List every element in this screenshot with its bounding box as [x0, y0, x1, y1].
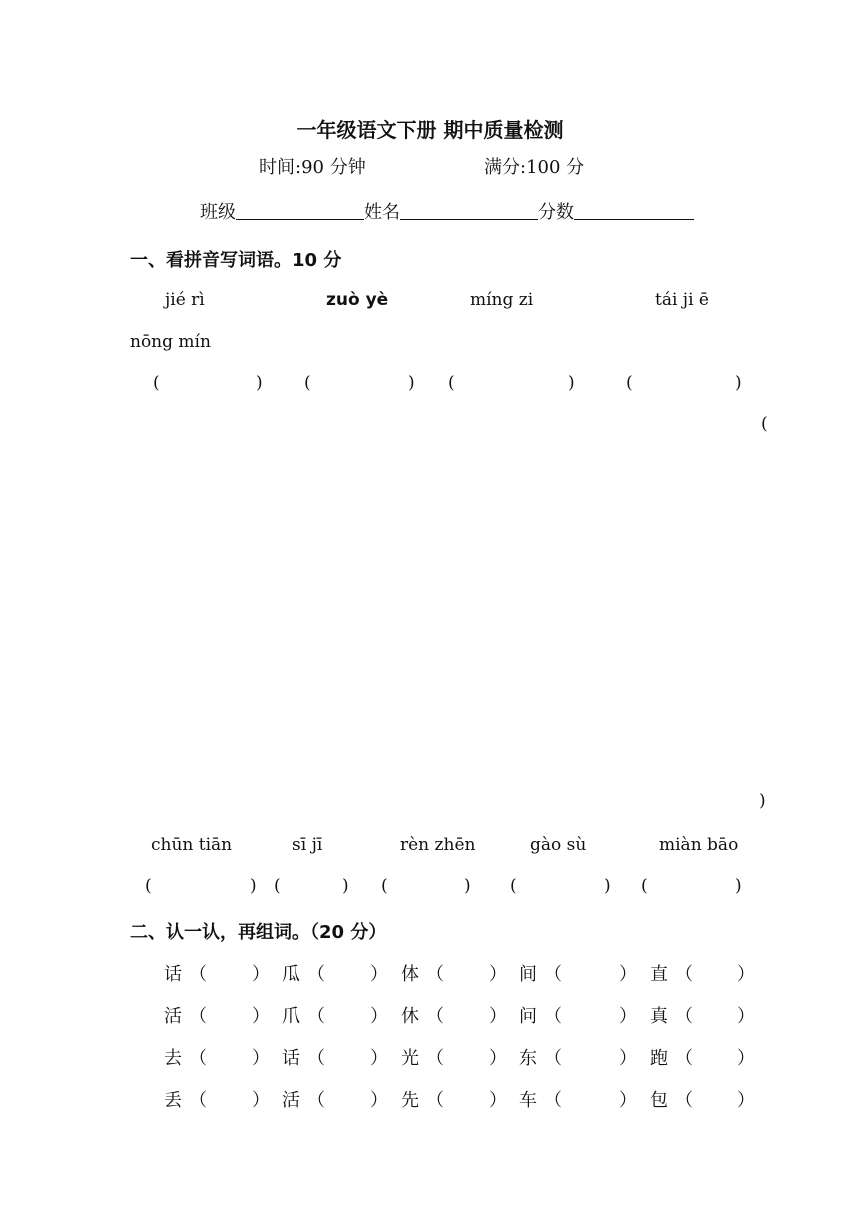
blank-open-paren: （ [544, 1006, 562, 1027]
pinyin-item: sī jī [292, 835, 323, 855]
blank-open-paren: （ [307, 1048, 325, 1069]
blank-close-paren: ） [370, 1006, 388, 1027]
student-info-line [200, 198, 694, 224]
blank-close-paren: ） [252, 1048, 270, 1069]
blank-close-paren: ） [619, 964, 637, 985]
answer-paren-close: ) [250, 876, 257, 896]
character-item: 活 [282, 1090, 300, 1111]
blank-open-paren: （ [675, 1048, 693, 1069]
answer-paren-close: ) [568, 373, 575, 393]
character-item: 真 [650, 1006, 668, 1027]
full-score-label: 满分:100 分 [484, 157, 585, 178]
blank-open-paren: （ [426, 1090, 444, 1111]
pinyin-item: jié rì [165, 290, 205, 310]
class-blank[interactable] [236, 201, 364, 220]
answer-paren-close: ) [342, 876, 349, 896]
answer-paren-close: ) [759, 791, 766, 811]
character-item: 包 [650, 1090, 668, 1111]
page-title: 一年级语文下册 期中质量检测 [296, 118, 564, 142]
blank-close-paren: ） [619, 1006, 637, 1027]
answer-paren-open: ( [510, 876, 517, 896]
character-item: 问 [519, 1006, 537, 1027]
blank-close-paren: ） [489, 1048, 507, 1069]
blank-close-paren: ） [370, 1048, 388, 1069]
pinyin-item: nōng mín [130, 332, 211, 352]
blank-close-paren: ） [737, 1006, 755, 1027]
blank-open-paren: （ [307, 1090, 325, 1111]
answer-paren-open: ( [304, 373, 311, 393]
character-item: 光 [401, 1048, 419, 1069]
character-item: 去 [164, 1048, 182, 1069]
character-item: 话 [282, 1048, 300, 1069]
answer-paren-open: ( [274, 876, 281, 896]
pinyin-item: gào sù [530, 835, 587, 855]
blank-close-paren: ） [252, 1006, 270, 1027]
blank-close-paren: ） [737, 1090, 755, 1111]
answer-paren-open: ( [626, 373, 633, 393]
blank-open-paren: （ [426, 1006, 444, 1027]
character-item: 爪 [282, 1006, 300, 1027]
blank-open-paren: （ [189, 1006, 207, 1027]
blank-open-paren: （ [544, 964, 562, 985]
blank-open-paren: （ [307, 1006, 325, 1027]
character-item: 话 [164, 964, 182, 985]
character-item: 活 [164, 1006, 182, 1027]
time-label: 时间:90 分钟 [259, 157, 366, 178]
character-item: 车 [519, 1090, 537, 1111]
pinyin-item: tái ji ē [655, 290, 709, 310]
section-2-heading: 二、认一认，再组词。（20 分） [130, 922, 387, 943]
character-item: 先 [401, 1090, 419, 1111]
character-item: 东 [519, 1048, 537, 1069]
blank-close-paren: ） [619, 1048, 637, 1069]
blank-open-paren: （ [675, 1090, 693, 1111]
blank-close-paren: ） [737, 964, 755, 985]
blank-open-paren: （ [544, 1048, 562, 1069]
answer-paren-close: ) [735, 876, 742, 896]
class-label: 班级 [200, 202, 236, 223]
blank-close-paren: ） [252, 964, 270, 985]
answer-paren-close: ) [408, 373, 415, 393]
answer-paren-open: ( [761, 414, 768, 434]
pinyin-item: zuò yè [326, 290, 389, 310]
blank-close-paren: ） [370, 1090, 388, 1111]
score-blank[interactable] [574, 201, 694, 220]
pinyin-item: rèn zhēn [400, 835, 476, 855]
blank-close-paren: ） [489, 1090, 507, 1111]
character-item: 间 [519, 964, 537, 985]
answer-paren-close: ) [735, 373, 742, 393]
pinyin-item: miàn bāo [659, 835, 739, 855]
name-label: 姓名 [364, 202, 400, 223]
character-item: 瓜 [282, 964, 300, 985]
character-item: 直 [650, 964, 668, 985]
answer-paren-close: ) [256, 373, 263, 393]
name-blank[interactable] [400, 201, 538, 220]
blank-open-paren: （ [307, 964, 325, 985]
blank-close-paren: ） [737, 1048, 755, 1069]
blank-open-paren: （ [189, 1090, 207, 1111]
pinyin-item: míng zi [470, 290, 534, 310]
character-item: 丢 [164, 1090, 182, 1111]
character-item: 跑 [650, 1048, 668, 1069]
blank-open-paren: （ [675, 964, 693, 985]
blank-open-paren: （ [426, 964, 444, 985]
pinyin-item: chūn tiān [151, 835, 233, 855]
answer-paren-open: ( [145, 876, 152, 896]
blank-close-paren: ） [370, 964, 388, 985]
answer-paren-open: ( [641, 876, 648, 896]
blank-close-paren: ） [489, 1006, 507, 1027]
blank-open-paren: （ [675, 1006, 693, 1027]
blank-close-paren: ） [252, 1090, 270, 1111]
section-1-heading: 一、看拼音写词语。10 分 [130, 250, 342, 271]
answer-paren-open: ( [381, 876, 388, 896]
answer-paren-open: ( [153, 373, 160, 393]
blank-open-paren: （ [189, 1048, 207, 1069]
character-item: 体 [401, 964, 419, 985]
blank-open-paren: （ [189, 964, 207, 985]
blank-open-paren: （ [426, 1048, 444, 1069]
blank-open-paren: （ [544, 1090, 562, 1111]
answer-paren-close: ) [604, 876, 611, 896]
blank-close-paren: ） [619, 1090, 637, 1111]
answer-paren-close: ) [464, 876, 471, 896]
blank-close-paren: ） [489, 964, 507, 985]
answer-paren-open: ( [448, 373, 455, 393]
score-label: 分数 [538, 202, 574, 223]
character-item: 休 [401, 1006, 419, 1027]
